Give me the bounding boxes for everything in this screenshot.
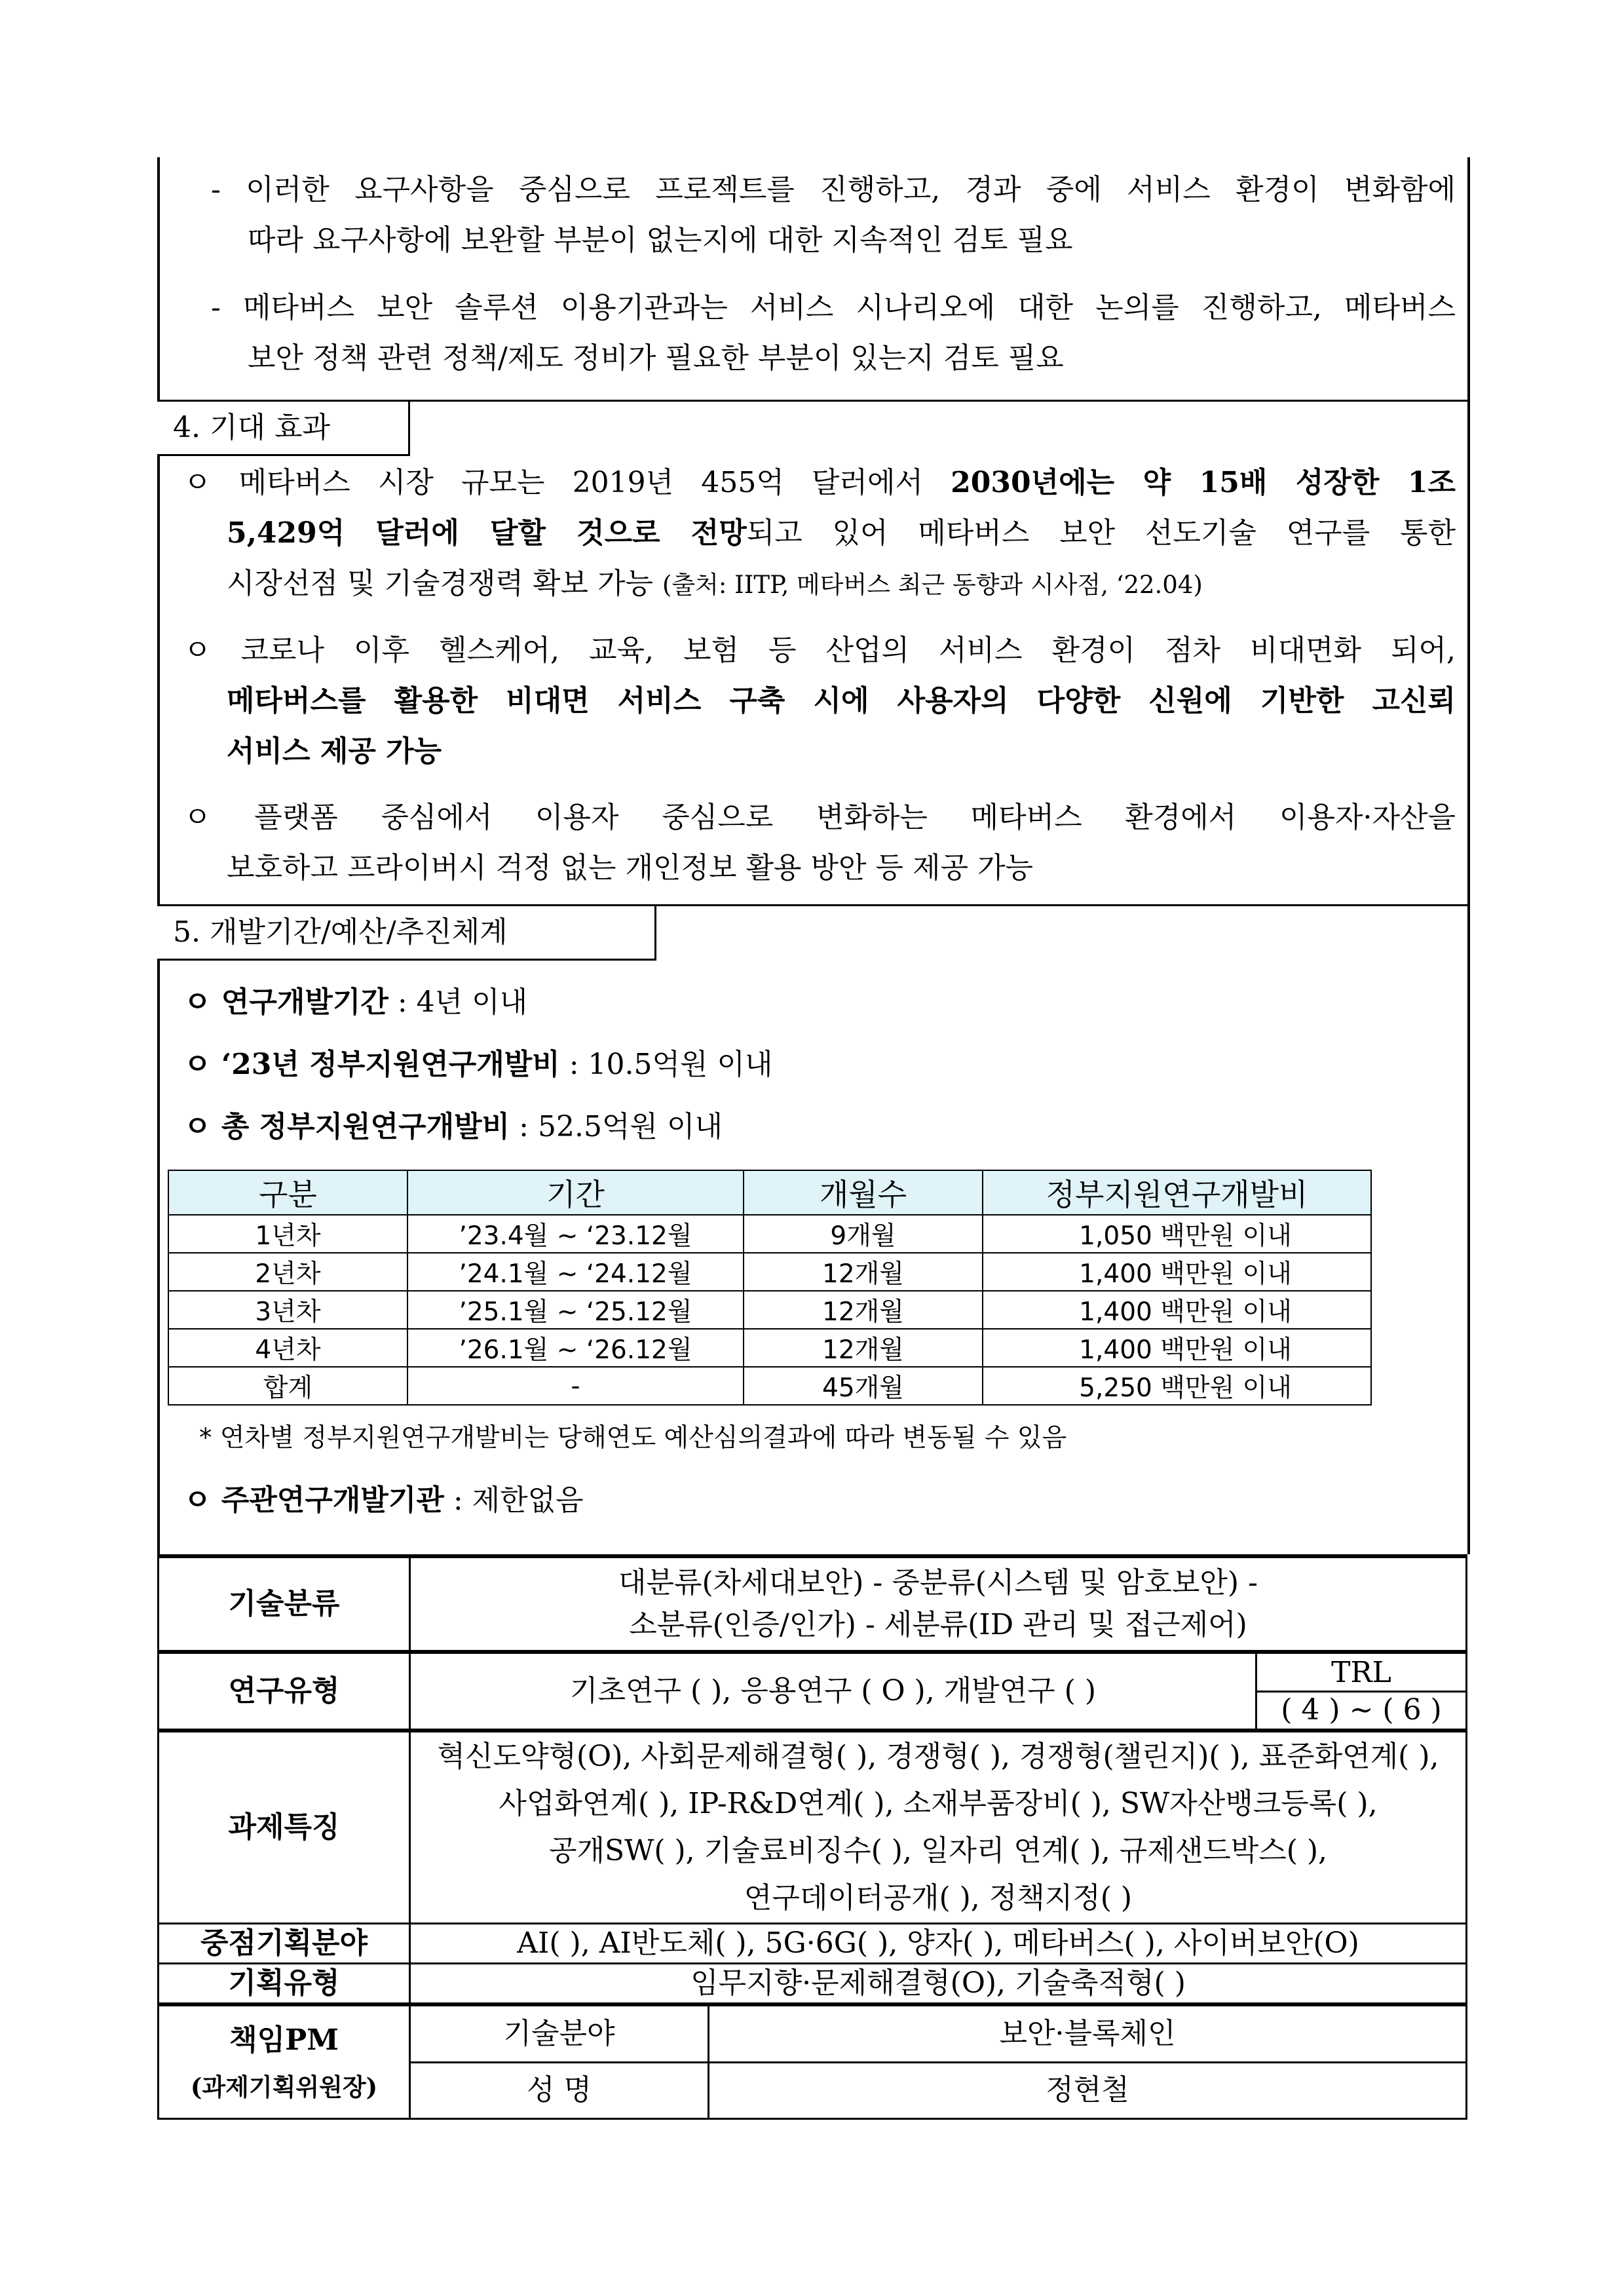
table-cell: 9개월: [744, 1215, 983, 1253]
budget-note: * 연차별 정부지원연구개발비는 당해연도 예산심의결과에 따라 변동될 수 있음: [199, 1423, 1067, 1453]
project-features-line-1: 혁신도약형(O), 사회문제해결형( ), 경쟁형( ), 경쟁형(챌린지)( ), 표준화연계( ),: [437, 1740, 1439, 1773]
table-row: [168, 1215, 1371, 1253]
table-row: [168, 1291, 1371, 1329]
row-pm-field: [159, 2004, 1467, 2062]
table-cell: ’23.4월 ~ ‘23.12월: [407, 1215, 744, 1253]
pm-sublabel: (과제기획위원장): [190, 2073, 378, 2101]
table-cell: 1,400 백만원 이내: [983, 1253, 1371, 1291]
organization-value: : 제한없음: [444, 1483, 584, 1517]
tech-field-value: 보안·블록체인: [709, 2004, 1467, 2062]
section-5-title: 5. 개발기간/예산/추진체계: [157, 904, 656, 961]
project-info-table: [157, 1554, 1467, 2120]
table-cell: 45개월: [744, 1367, 983, 1405]
trl-cell: [1256, 1652, 1467, 1731]
section-4-p1-line-1: [183, 467, 1456, 499]
intro-bullet-1-line-2: 따라 요구사항에 보완할 부분이 없는지에 대한 지속적인 검토 필요: [248, 223, 1073, 257]
project-features-line-3: 공개SW( ), 기술료비징수( ), 일자리 연계( ), 규제샌드박스( ),: [548, 1834, 1328, 1867]
row-research-type: [159, 1652, 1467, 1731]
budget-total-value: : 52.5억원 이내: [510, 1110, 723, 1143]
section-5-item-total-budget: [183, 1111, 723, 1143]
plan-type-label: 기획유형: [159, 1964, 410, 2005]
section-4-p1-source: (출처: IITP, 메타버스 최근 동향과 시사점, ‘22.04): [662, 571, 1203, 599]
section-4-p1-text-e: 시장선점 및 기술경쟁력 확보 가능: [227, 567, 662, 600]
row-tech-classification: [159, 1556, 1467, 1652]
row-plan-type: [159, 1964, 1467, 2005]
project-features-value: [410, 1731, 1467, 1924]
table-cell: ’26.1월 ~ ‘26.12월: [407, 1329, 744, 1367]
table-cell: 12개월: [744, 1329, 983, 1367]
budget-2023-value: : 10.5억원 이내: [559, 1048, 773, 1081]
budget-table: [168, 1170, 1372, 1406]
table-cell: 1,400 백만원 이내: [983, 1329, 1371, 1367]
section-5-item-2023-budget: [183, 1048, 773, 1081]
section-4-p1-text-d: 되고 있어 메타버스 보안 선도기술 연구를 통한: [746, 516, 1456, 550]
section-4-p1-text-a: ㅇ 메타버스 시장 규모는 2019년 455억 달러에서: [183, 466, 951, 499]
section-5-item-period: [183, 986, 527, 1019]
project-features-line-2: 사업화연계( ), IP-R&D연계( ), 소재부품장비( ), SW자산뱅크등록( ),: [499, 1787, 1378, 1820]
table-cell: 12개월: [744, 1291, 983, 1329]
table-row-total: [168, 1367, 1371, 1405]
table-cell: 4년차: [168, 1329, 407, 1367]
table-cell: 12개월: [744, 1253, 983, 1291]
focus-area-label: 중점기획분야: [159, 1924, 410, 1964]
tech-classification-line-1: 대분류(차세대보안) - 중분류(시스템 및 암호보안) -: [618, 1566, 1258, 1599]
table-cell: ’25.1월 ~ ‘25.12월: [407, 1291, 744, 1329]
period-value: : 4년 이내: [388, 985, 528, 1019]
intro-bullet-1-line-1: - 이러한 요구사항을 중심으로 프로젝트를 진행하고, 경과 중에 서비스 환경이 변화함에: [211, 173, 1456, 206]
focus-area-value: AI( ), AI반도체( ), 5G·6G( ), 양자( ), 메타버스( ), 사이버보안(O): [410, 1924, 1467, 1964]
research-type-value: 기초연구 ( ), 응용연구 ( O ), 개발연구 ( ): [410, 1652, 1256, 1731]
tech-classification-line-2: 소분류(인증/인가) - 세분류(ID 관리 및 접근제어): [629, 1608, 1247, 1641]
budget-table-header: [168, 1170, 1371, 1215]
section-5-item-organization: [183, 1484, 584, 1517]
table-cell: 2년차: [168, 1253, 407, 1291]
table-cell: -: [407, 1367, 744, 1405]
section-4-p1-text-c: 5,429억 달러에 달할 것으로 전망: [227, 516, 747, 550]
pm-label: 책임PM: [229, 2023, 339, 2057]
budget-total-label: ㅇ 총 정부지원연구개발비: [183, 1110, 510, 1143]
col-header-period: 기간: [407, 1170, 744, 1215]
period-label: ㅇ 연구개발기간: [183, 985, 388, 1019]
section-4-p1-line-3: [227, 567, 1203, 602]
project-features-label: 과제특징: [159, 1731, 410, 1924]
budget-2023-label: ㅇ ‘23년 정부지원연구개발비: [183, 1048, 560, 1081]
section-4-p2-line-3: 서비스 제공 가능: [227, 735, 442, 768]
intro-bullet-2-line-2: 보안 정책 관련 정책/제도 정비가 필요한 부분이 있는지 검토 필요: [248, 341, 1064, 375]
intro-bullet-2-line-1: - 메타버스 보안 솔루션 이용기관과는 서비스 시나리오에 대한 논의를 진행하고, 메타버스: [211, 291, 1456, 324]
table-cell: 3년차: [168, 1291, 407, 1329]
table-cell: 1,400 백만원 이내: [983, 1291, 1371, 1329]
table-row: [168, 1329, 1371, 1367]
col-header-budget: 정부지원연구개발비: [983, 1170, 1371, 1215]
section-4-p1-text-b: 2030년에는 약 15배 성장한 1조: [951, 466, 1456, 499]
pm-label-cell: [159, 2004, 410, 2119]
section-4-p2-line-2: 메타버스를 활용한 비대면 서비스 구축 시에 사용자의 다양한 신원에 기반한 고신뢰: [227, 684, 1456, 718]
section-4-p3-line-2: 보호하고 프라이버시 걱정 없는 개인정보 활용 방안 등 제공 가능: [227, 851, 1033, 885]
table-cell: 합계: [168, 1367, 407, 1405]
plan-type-value: 임무지향·문제해결형(O), 기술축적형( ): [410, 1964, 1467, 2005]
trl-label: TRL: [1257, 1655, 1465, 1693]
organization-label: ㅇ 주관연구개발기관: [183, 1483, 444, 1517]
table-cell: 1,050 백만원 이내: [983, 1215, 1371, 1253]
table-cell: 1년차: [168, 1215, 407, 1253]
project-features-line-4: 연구데이터공개( ), 정책지정( ): [744, 1881, 1133, 1915]
document-page: [157, 157, 1467, 2124]
table-cell: ’24.1월 ~ ‘24.12월: [407, 1253, 744, 1291]
tech-classification-label: 기술분류: [159, 1556, 410, 1652]
section-4-title: 4. 기대 효과: [157, 400, 410, 456]
name-value: 정현철: [709, 2062, 1467, 2118]
section-4-p3-line-1: ㅇ 플랫폼 중심에서 이용자 중심으로 변화하는 메타버스 환경에서 이용자·자산을: [183, 801, 1456, 834]
research-type-label: 연구유형: [159, 1652, 410, 1731]
name-label: 성 명: [410, 2062, 709, 2118]
table-cell: 5,250 백만원 이내: [983, 1367, 1371, 1405]
trl-value: ( 4 ) ~ ( 6 ): [1281, 1693, 1442, 1727]
tech-field-label: 기술분야: [410, 2004, 709, 2062]
row-focus-area: [159, 1924, 1467, 1964]
row-project-features: [159, 1731, 1467, 1924]
col-header-division: 구분: [168, 1170, 407, 1215]
section-4-p2-line-1: ㅇ 코로나 이후 헬스케어, 교육, 보험 등 산업의 서비스 환경이 점차 비대면화 되어,: [183, 634, 1456, 667]
table-row: [168, 1253, 1371, 1291]
col-header-months: 개월수: [744, 1170, 983, 1215]
section-4-p1-line-2: [227, 517, 1456, 550]
tech-classification-value: [410, 1556, 1467, 1652]
